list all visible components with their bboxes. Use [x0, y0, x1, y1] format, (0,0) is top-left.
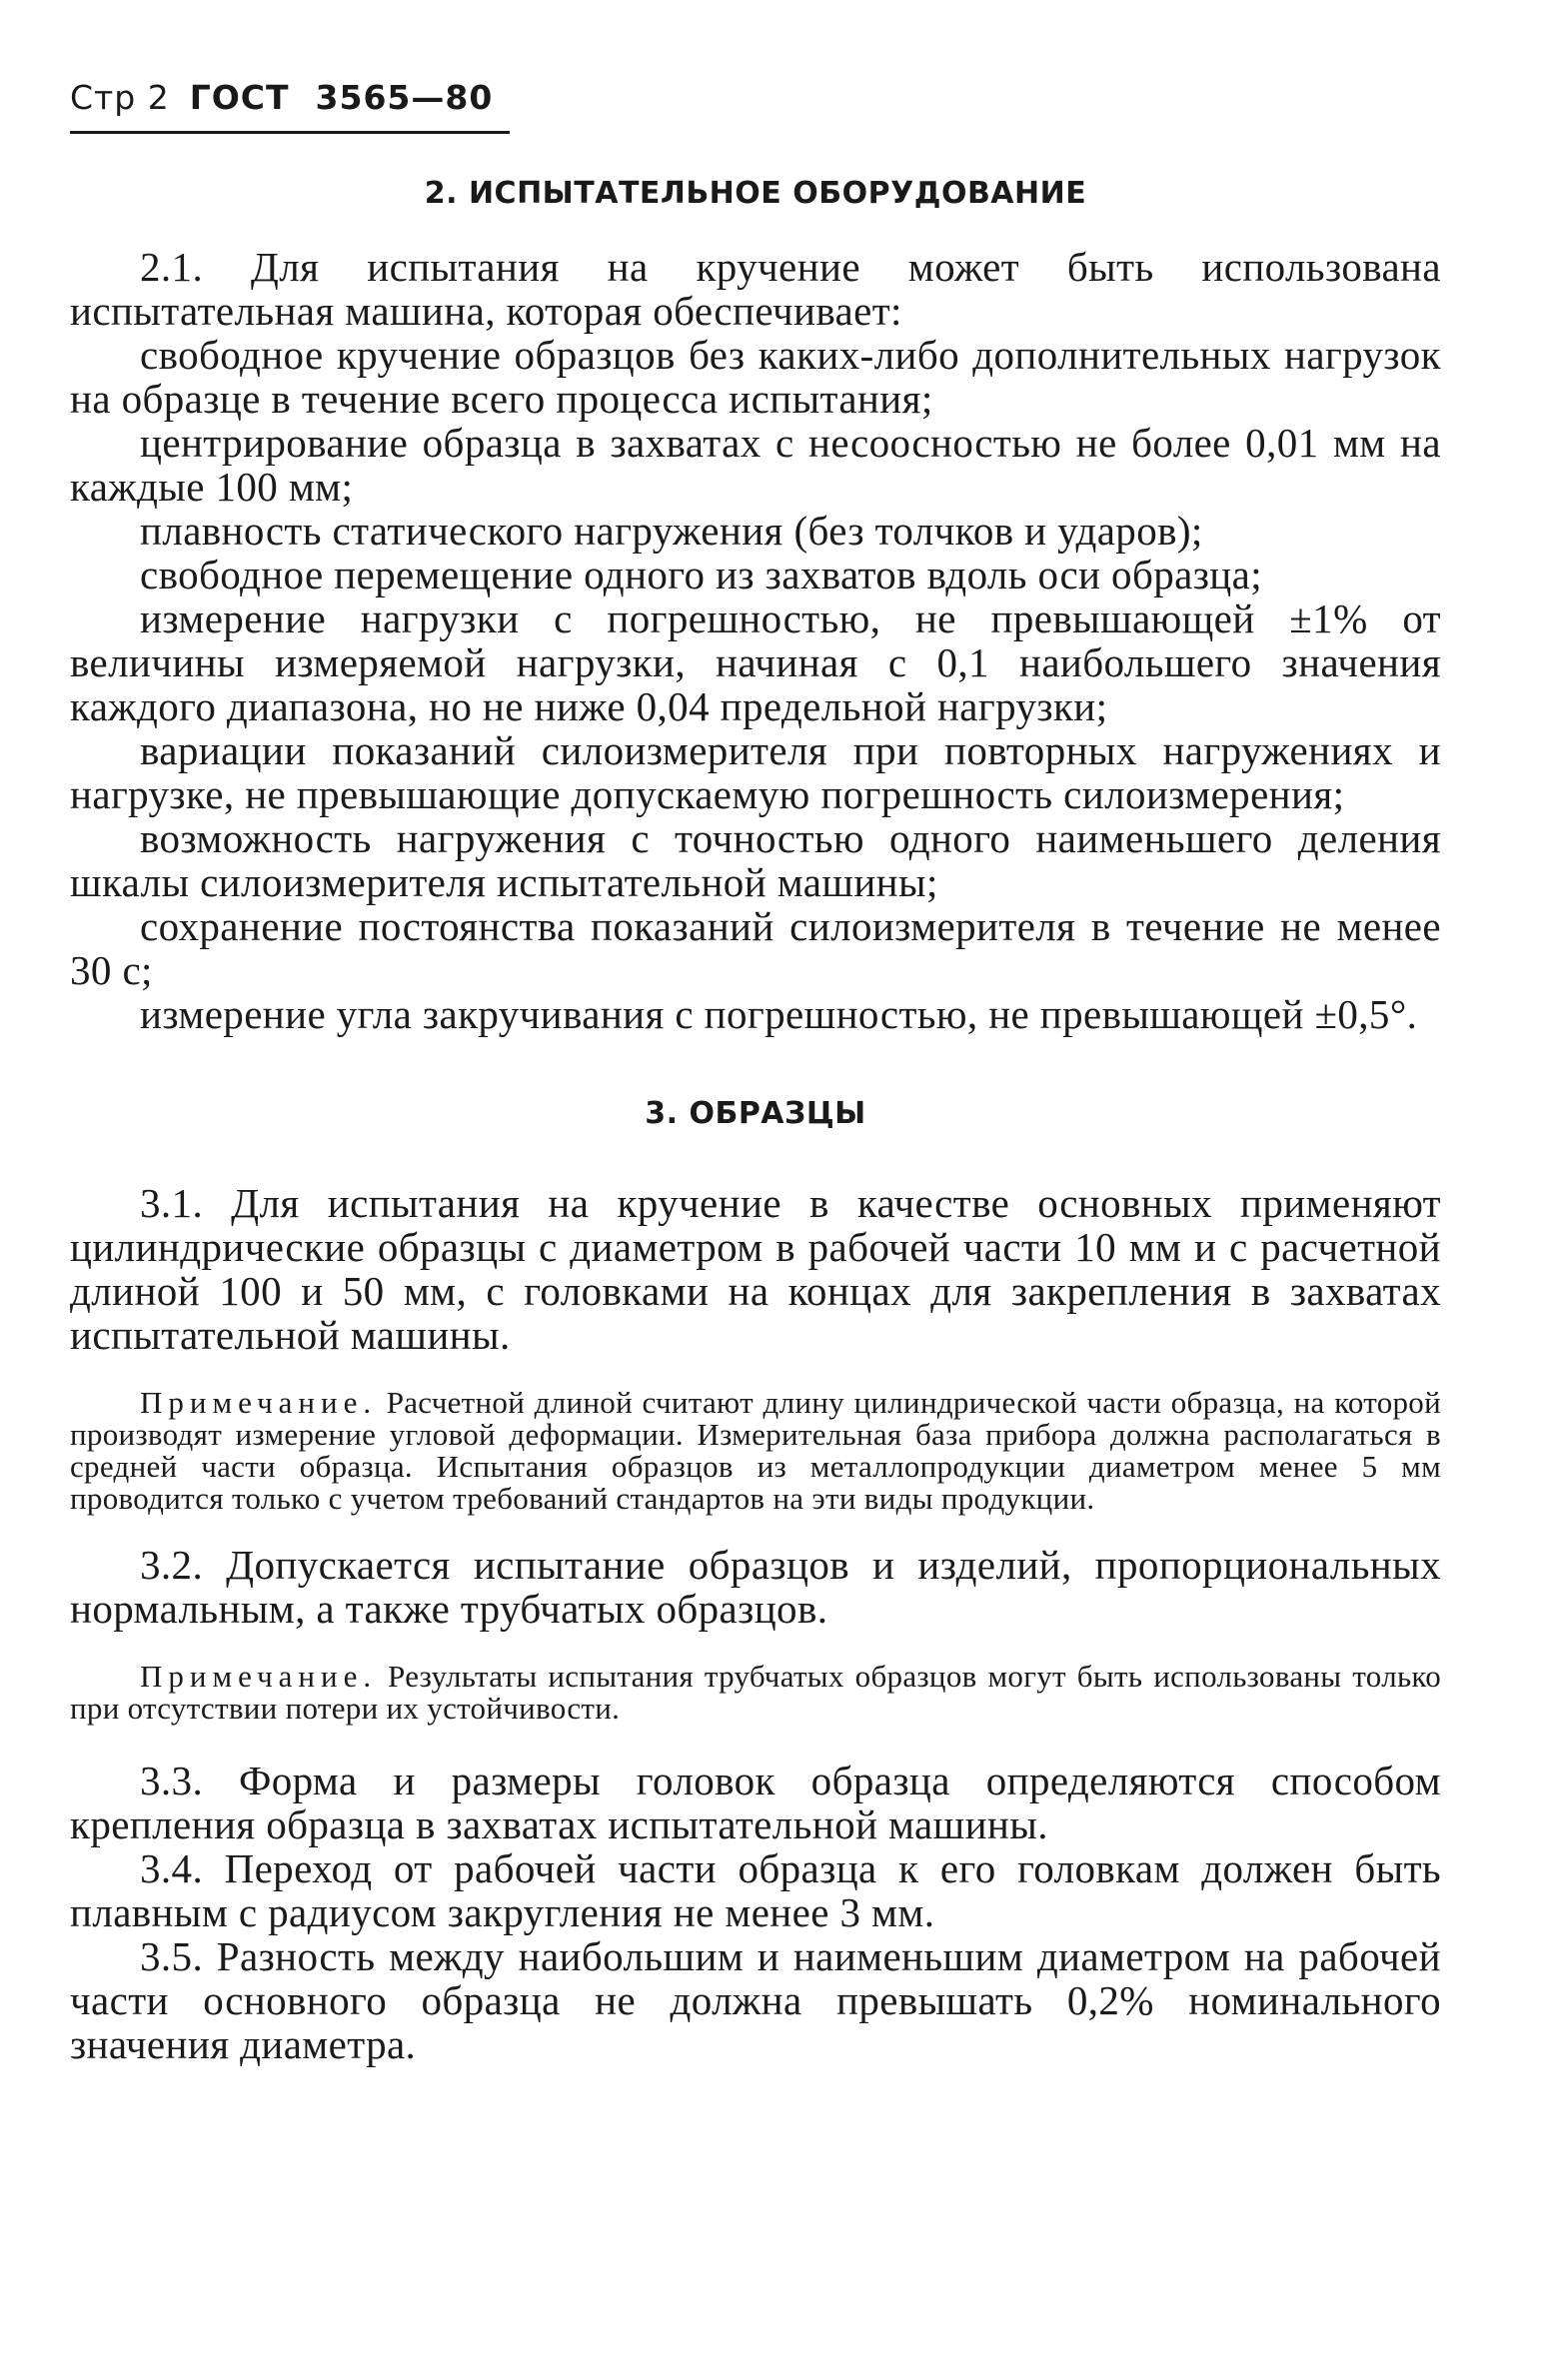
standard-label: ГОСТ — [189, 78, 290, 117]
requirement-readout-stability: сохранение постоянства показаний силоизмерителя в течение не менее 30 с; — [70, 903, 1441, 993]
note-1-text: Расчетной длиной считают длину цилиндрической части образца, на которой производят измерение угловой деформации. Измерительная база прибора должна располагаться в средней части образца. Испытания образцов из металлопродукции диаметром менее 5 мм проводится только с учетом требований стандартов на эти виды продукции. — [70, 1385, 1441, 1516]
requirement-smooth-loading: плавность статического нагружения (без толчков и ударов); — [140, 508, 1203, 554]
requirement-centering: центрирование образца в захватах с несоосностью не более 0,01 мм на каждые 100 мм; — [70, 420, 1441, 510]
note-2 — [70, 1661, 1441, 1725]
requirement-angle-measurement: измерение угла закручивания с погрешностью, не превышающей ±0,5°. — [140, 991, 1418, 1037]
section-3-heading: 3. ОБРАЗЦЫ — [645, 1096, 866, 1131]
document-page — [70, 78, 1441, 2066]
note-2-text: Результаты испытания трубчатых образцов могут быть использованы только при отсутствии потери их устойчивости. — [70, 1659, 1441, 1726]
note-2-label: Примечание. — [140, 1659, 378, 1694]
clause-3-5: 3.5. Разность между наибольшим и наименьшим диаметром на рабочей части основного образца не должна превышать 0,2% номинального значения диаметра. — [70, 1933, 1441, 2067]
page-number-label: Стр 2 — [70, 78, 170, 117]
requirement-free-torsion: свободное кручение образцов без каких-либо дополнительных нагрузок на образце в течение всего процесса испытания; — [70, 332, 1441, 422]
clause-3-2: 3.2. Допускается испытание образцов и изделий, пропорциональных нормальным, а также трубчатых образцов. — [70, 1542, 1441, 1632]
requirement-readout-variation: вариации показаний силоизмерителя при повторных нагружениях и нагрузке, не превышающие допускаемую погрешность силоизмерения; — [70, 727, 1441, 817]
clause-3-3: 3.3. Форма и размеры головок образца определяются способом крепления образца в захватах испытательной машины. — [70, 1758, 1441, 1847]
running-header — [70, 78, 510, 134]
note-1-label: Примечание. — [140, 1385, 378, 1420]
clause-2-1: 2.1. Для испытания на кручение может быть использована испытательная машина, которая обеспечивает: — [70, 244, 1441, 334]
section-2-heading: 2. ИСПЫТАТЕЛЬНОЕ ОБОРУДОВАНИЕ — [424, 176, 1087, 211]
requirement-loading-precision: возможность нагружения с точностью одного наименьшего деления шкалы силоизмерителя испытательной машины; — [70, 815, 1441, 905]
requirement-free-movement: свободное перемещение одного из захватов вдоль оси образца; — [140, 552, 1263, 597]
note-1 — [70, 1387, 1441, 1515]
clause-3-1: 3.1. Для испытания на кручение в качестве основных применяют цилиндрические образцы с диаметром в рабочей части 10 мм и с расчетной длиной 100 и 50 мм, с головками на концах для закрепления в захватах испытательной машины. — [70, 1180, 1441, 1358]
standard-number: 3565—80 — [315, 78, 494, 117]
requirement-load-measurement: измерение нагрузки с погрешностью, не превышающей ±1% от величины измеряемой нагрузки, начиная с 0,1 наибольшего значения каждого диапазона, но не ниже 0,04 предельной нагрузки; — [70, 595, 1441, 729]
clause-3-4: 3.4. Переход от рабочей части образца к его головкам должен быть плавным с радиусом закругления не менее 3 мм. — [70, 1845, 1441, 1935]
